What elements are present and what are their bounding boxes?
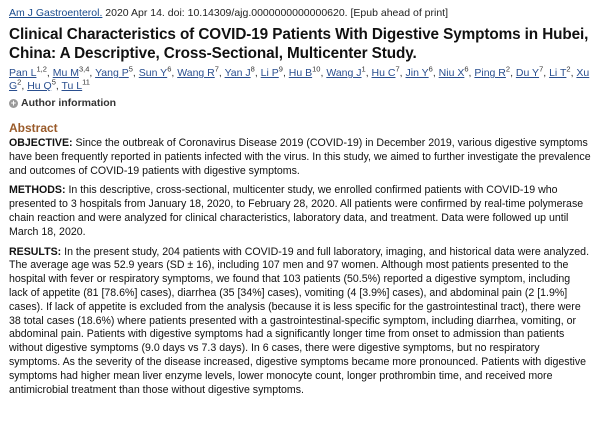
author-affiliation-number: 7 <box>214 64 219 74</box>
objective-text: Since the outbreak of Coronavirus Disease 2019 (COVID-19) in December 2019, various digestive symptoms have been frequently reported in patients infected with the virus. In this study, we aimed to further investigate the prevalence and outcomes of COVID-19 patients with digestive symptoms. <box>9 137 591 177</box>
plus-icon: + <box>10 97 17 108</box>
author-affiliation-number: 6 <box>167 64 172 74</box>
author-link[interactable]: Mu M <box>52 67 79 79</box>
author-link[interactable]: Hu Q <box>27 80 52 92</box>
author-link[interactable]: Li P <box>260 67 279 79</box>
author-affiliation-number: 2 <box>505 64 511 74</box>
author-link[interactable]: Li T <box>549 67 567 79</box>
author-link[interactable]: Yang P <box>95 67 129 79</box>
author-link[interactable]: Pan L <box>9 67 37 79</box>
author-affiliation-number: 6 <box>428 64 433 74</box>
citation-line <box>9 7 591 20</box>
author-link[interactable]: Ping R <box>474 67 506 79</box>
author-affiliation-number: 7 <box>395 64 400 74</box>
author-link[interactable]: Niu X <box>438 67 465 79</box>
author-link[interactable]: Xu G <box>9 67 590 92</box>
abstract-results <box>9 246 591 398</box>
author-affiliation-number: 2 <box>566 64 571 74</box>
author-affiliation-number: 1 <box>361 64 366 74</box>
author-information-toggle[interactable] <box>9 97 591 109</box>
author-affiliation-number: 6 <box>464 64 469 74</box>
methods-label: METHODS: <box>9 184 66 197</box>
author-list: Pan L$^{1,2}$, Mu M$^{3,4}$, Yang P$^5$, Sun Y$^6$, Wang R$^7$, Yan J$^8$, Li P$^9$, Hu B$^{10}$, Wang J$^1$, Hu C$^7$, Jin Y$^6$, Niu X$^6$, Ping R$^2$, Du Y$^7$, Li T$^2$, Xu G$^2$, Hu Q$^5$, Tu L$^{11}$ <box>9 64 590 92</box>
author-link[interactable]: Sun Y <box>138 67 168 79</box>
author-link[interactable]: Tu L <box>61 80 83 92</box>
author-information-label: Author information <box>21 97 117 109</box>
author-affiliation-number: 11 <box>82 77 90 87</box>
article-title: Clinical Characteristics of COVID-19 Patients With Digestive Symptoms in Hubei, China: A Descriptive, Cross-Sectional, Multicenter Study. <box>9 26 589 62</box>
abstract-objective <box>9 137 591 178</box>
author-affiliation-number: 10 <box>312 64 321 74</box>
author-link[interactable]: Hu C <box>371 67 396 79</box>
citation-details: 2020 Apr 14. doi: 10.14309/ajg.0000000000000620. [Epub ahead of print] <box>102 7 449 19</box>
author-affiliation-number: 9 <box>278 64 283 74</box>
author-affiliation-number: 7 <box>539 64 544 74</box>
results-text: In the present study, 204 patients with COVID-19 and full laboratory, imaging, and historical data were analyzed. The average age was 52.9 years (SD ± 16), including 107 men and 97 women. Although most patients presented to the hospital with fever or respiratory symptoms, we found that 103 patients (50.5%) reported a digestive symptom, including lack of appetite (81 [78.6%] cases), diarrhea (35 [34%] cases), vomiting (4 [3.9%] cases), and abdominal pain (2 [1.9%] cases). If lack of appetite is excluded from the analysis (because it is less specific for the gastrointestinal tract), there were 38 total cases (18.6%) where patients presented with a gastrointestinal-specific symptom, including diarrhea, vomiting, or abdominal pain. Patients with digestive symptoms had a significantly longer time from onset to admission than patients without digestive symptoms (9.0 days vs 7.3 days). In 6 cases, there were digestive symptoms, but no respiratory symptoms. As the severity of the disease increased, digestive symptoms became more pronounced. Patients with digestive symptoms had higher mean liver enzyme levels, lower monocyte count, longer prothrombin time, and received more antimicrobial treatment than those without digestive symptoms. <box>9 245 590 396</box>
author-link[interactable]: Wang R <box>177 67 215 79</box>
author-link[interactable]: Jin Y <box>405 67 429 79</box>
author-affiliation-number: 5 <box>51 77 56 87</box>
methods-text: In this descriptive, cross-sectional, multicenter study, we enrolled confirmed patients with COVID-19 who presented to 3 hospitals from January 18, 2020, to February 28, 2020. All patients were confirmed by real-time polymerase chain reaction and were analyzed for clinical characteristics, laboratory data, and treatment. Data were followed up until March 18, 2020. <box>9 184 584 238</box>
author-affiliation-number: 8 <box>250 64 255 74</box>
objective-label: OBJECTIVE: <box>9 137 73 149</box>
author-affiliation-number: 3,4 <box>78 64 90 74</box>
author-affiliation-number: 2 <box>17 77 22 87</box>
author-link[interactable]: Du Y <box>515 67 540 79</box>
results-label: RESULTS: <box>9 245 62 258</box>
journal-link[interactable]: Am J Gastroenterol. <box>9 7 103 19</box>
author-affiliation-number: 1,2 <box>36 64 47 74</box>
abstract-methods <box>9 184 591 239</box>
abstract-heading: Abstract <box>9 121 58 135</box>
author-link[interactable]: Hu B <box>288 67 313 79</box>
author-link[interactable]: Wang J <box>326 67 362 79</box>
author-affiliation-number: 5 <box>128 64 133 74</box>
author-link[interactable]: Yan J <box>224 67 251 79</box>
